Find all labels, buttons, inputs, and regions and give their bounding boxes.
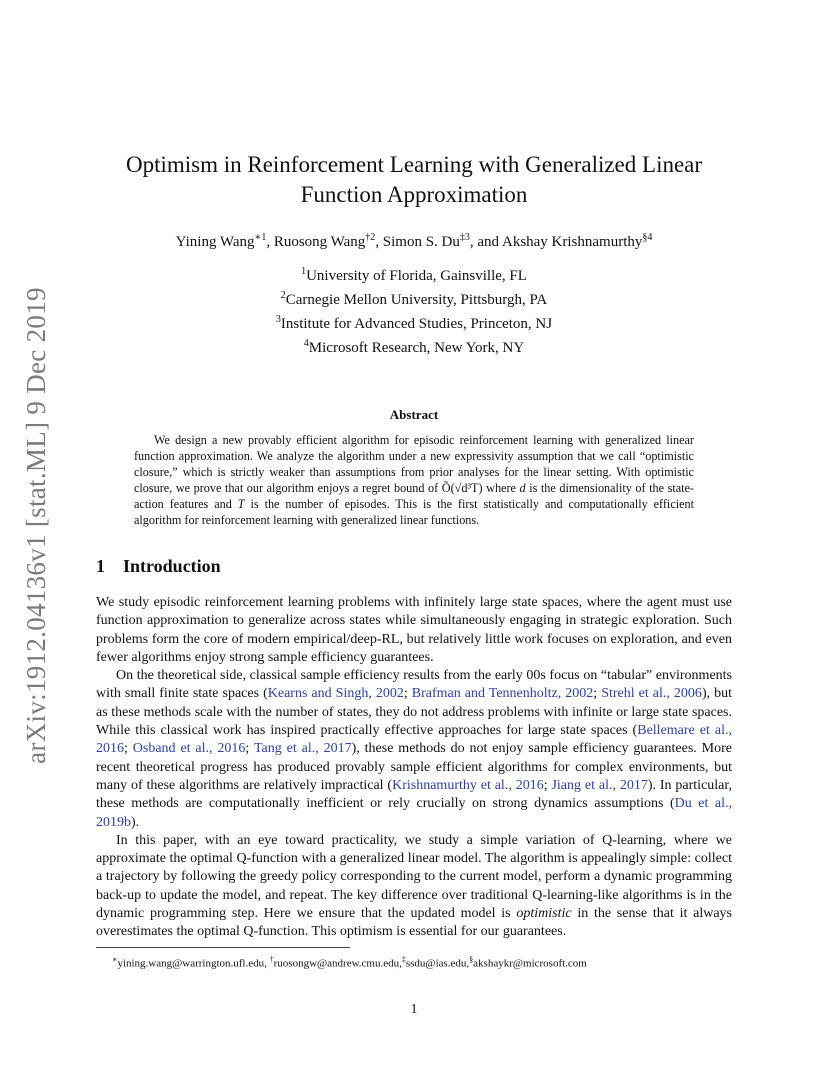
citation-link[interactable]: Jiang et al., 2017 [551,777,648,793]
email-address: ruosongw@andrew.cmu.edu, [273,957,402,970]
email-address: akshaykr@microsoft.com [473,957,587,970]
footnote-emails [112,953,732,971]
footnote-mark: § [469,955,474,964]
citation-separator: ; [403,686,412,702]
author-name: Yining Wang [175,234,255,250]
citation-separator: ; [543,777,552,793]
citation-link[interactable]: Bellemare et al., 2016 [96,723,732,757]
abstract-heading: Abstract [389,407,439,422]
citation-link[interactable]: Krishnamurthy et al., 2016 [392,777,544,793]
affiliation-list [96,262,732,358]
affiliation-number: 3 [275,314,281,325]
paragraph-text: On the theoretical side, classical sample efficiency results from the early 00s focus on “tabular” environments with small finite state spaces ( [96,668,732,702]
abstract-text: where [482,481,520,495]
footnote-divider [96,947,350,948]
affiliation-text: Microsoft Research, New York, NY [308,340,525,356]
affiliation-item [96,286,732,310]
affiliation-number: 1 [301,266,307,277]
section-number: 1 [96,556,105,576]
paragraph-1: We study episodic reinforcement learning problems with infinitely large state spaces, where the agent must use function approximation to generalize across states while simultaneously engaging in strategic exploration. Such problems form the core of modern empirical/deep-RL, but relatively little work focuses on exploration, and even fewer algorithms enjoy strong sample efficiency guarantees. [96,595,732,665]
footnote-mark: † [269,955,274,964]
author-mark: †2 [365,232,376,243]
author-list [96,228,732,252]
paragraph-text: ), but as these methods scale with the number of states, they do not address problems with infinite or large state spaces. While this classical work has inspired practically effective approaches for large state spaces ( [96,686,733,739]
author-separator: , [375,234,383,250]
paragraph-3 [96,832,732,942]
paragraph-text: ), these methods do not enjoy sample efficiency guarantees. More recent theoretical progress has produced provably sample efficient algorithms for complex environments, but many of these algorithms are relatively impractical ( [96,741,732,793]
abstract-text-start: We design a new provably efficient algorithm for episodic reinforcement learning with generalized linear function approximation. We analyze the algorithm under a new expressivity assumption that we call “optimistic closure,” which is strictly weaker than assumptions from prior analyses for the linear setting. With optimistic closure, we prove that our algorithm enjoys a regret bound of [134,433,694,495]
abstract-text-end: is the number of episodes. This is the first statistically and computationally efficient algorithm for reinforcement learning with generalized linear functions. [134,497,695,527]
email-address: ssdu@ias.edu, [405,957,470,970]
paragraph-text: ). In particular, these methods are computationally inefficient or rely crucially on strong dynamics assumptions ( [96,777,732,812]
citation-link[interactable]: Brafman and Tennenholtz, 2002 [411,686,594,702]
paper-title [96,150,732,210]
author-mark: §4 [642,232,653,243]
affiliation-item [96,334,732,358]
author-mark: ‡3 [459,232,470,243]
affiliation-item [96,262,732,286]
paragraph-text: In this paper, with an eye toward practicality, we study a simple variation of Q-learning, where we approximate the optimal Q-function with a generalized linear model. The algorithm is appealingly simple: collect a trajectory by following the greedy policy corresponding to the current model, perform a dynamic programming back-up to update the model, and repeat. The key difference over traditional Q-learning-like algorithms is in the dynamic programming step. Here we ensure that the updated model is [96,832,732,922]
citation-link[interactable]: Kearns and Singh, 2002 [267,686,404,702]
introduction-body [96,594,732,942]
citation-link[interactable]: Tang et al., 2017 [253,741,352,757]
affiliation-text: Carnegie Mellon University, Pittsburgh, PA [285,292,548,308]
affiliation-number: 4 [303,338,309,349]
variable-d: d [519,481,526,495]
variable-T: T [237,497,245,511]
citation-link[interactable]: Du et al., 2019b [96,796,732,830]
citation-separator: ; [593,686,602,702]
paragraph-2 [96,667,732,832]
title-line-1: Optimism in Reinforcement Learning with Generalized Linear [125,152,703,177]
regret-bound-formula: Õ(√d³T) [441,481,483,495]
abstract-text: is the dimensionality of the state-action features and [134,481,694,511]
footnote-mark: ∗ [112,955,118,964]
affiliation-number: 2 [280,290,286,301]
author-mark: ∗1 [254,232,267,243]
citation-separator: ; [245,741,254,757]
arxiv-sidebar-stamp [6,285,66,765]
affiliation-item [96,310,732,334]
author-name: Simon S. Du [382,234,460,250]
author-separator: , [266,234,274,250]
arxiv-identifier: arXiv:1912.04136v1 [stat.ML] 9 Dec 2019 [20,286,51,764]
author-separator: , and [469,234,502,250]
citation-link[interactable]: Osband et al., 2016 [132,741,246,757]
citation-separator: ; [124,741,133,757]
paragraph-text: in the sense that it always overestimates the optimal Q-function. This optimism is essential for our guarantees. [96,906,732,940]
section-title: Introduction [123,556,221,576]
section-heading [96,556,221,577]
abstract-body [134,432,694,528]
paragraph-text: ). [131,814,140,830]
author-name: Akshay Krishnamurthy [501,234,643,250]
affiliation-text: University of Florida, Gainsville, FL [306,268,527,284]
author-name: Ruosong Wang [273,234,366,250]
title-line-2: Function Approximation [300,182,528,207]
page-number: 1 [410,1002,418,1017]
affiliation-text: Institute for Advanced Studies, Princeton, NJ [280,316,553,332]
citation-link[interactable]: Strehl et al., 2006 [601,686,702,702]
email-address: yining.wang@warrington.ufl.edu, [117,957,270,970]
footnote-mark: ‡ [401,955,406,964]
emphasis-optimistic: optimistic [516,906,572,922]
